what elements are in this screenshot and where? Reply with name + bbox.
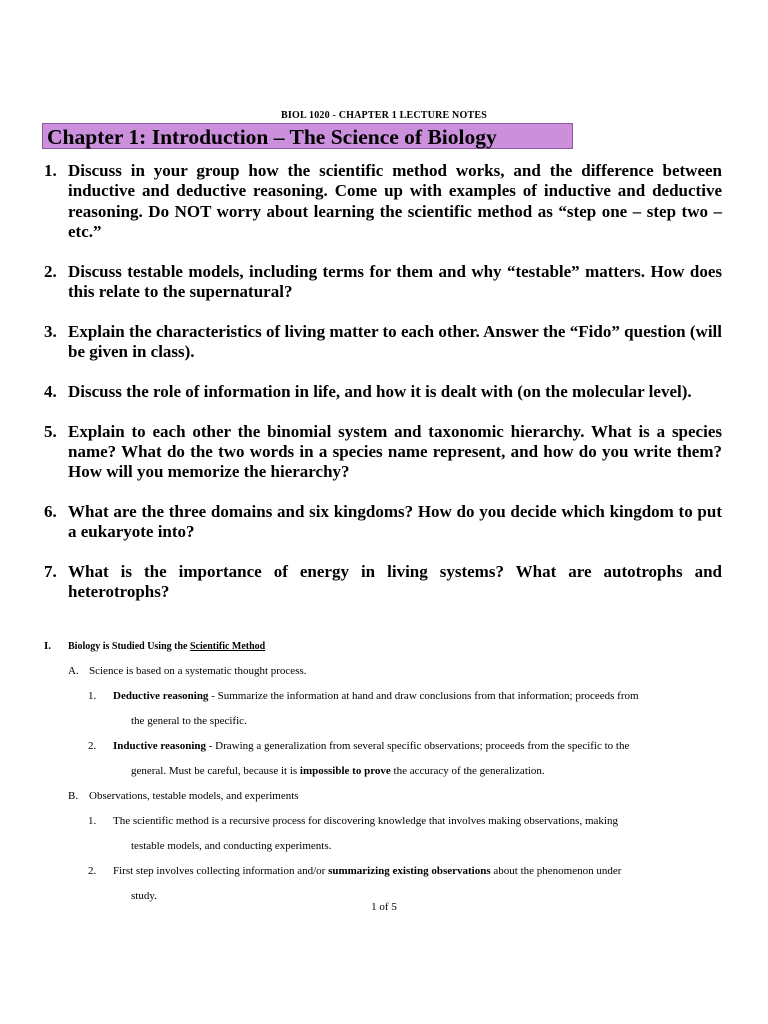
question-item [44,562,722,603]
question-item [44,382,722,402]
outline-item-text [113,865,621,877]
question-number: 2. [44,261,57,281]
emphasis-text: summarizing existing observations [328,865,491,877]
question-text: What are the three domains and six kingdoms? How do you decide which kingdom to put a eukaryote into? [68,502,722,542]
outline-item-text: Observations, testable models, and experiments [89,790,299,802]
outline-number: 1. [88,690,97,702]
definition-text: - Drawing a generalization from several specific observations; proceeds from the specific to the [206,740,630,752]
outline-item-text: Science is based on a systematic thought process. [89,665,307,677]
question-item [44,502,722,543]
question-number: 6. [44,502,57,522]
outline-continuation: the general to the specific. [131,715,247,727]
question-item [44,262,722,303]
document-header: BIOL 1020 - CHAPTER 1 LECTURE NOTES [281,110,487,121]
question-text: What is the importance of energy in living systems? What are autotrophs and heterotrophs? [68,562,722,602]
outline-section-text [68,641,265,652]
outline-item-a2 [44,734,724,759]
outline-item-a [44,659,724,684]
question-number: 3. [44,321,57,341]
continuation-post: the accuracy of the generalization. [390,765,545,777]
question-item [44,422,722,483]
question-text: Explain to each other the binomial system and taxonomic hierarchy. What is a species name? What do the two words in a species name represent, and how do you write them? How will you memorize the hierarchy? [68,421,722,482]
item-text-pre: First step involves collecting information and/or [113,865,329,877]
outline-letter: B. [68,790,79,802]
question-number: 1. [44,161,57,180]
page-number: 1 of 5 [371,901,397,913]
outline-number: 2. [88,865,97,877]
outline-number: 2. [88,740,97,752]
question-number: 7. [44,562,57,582]
outline-item-text [113,690,639,702]
continuation-pre: general. Must be careful, because it is [131,765,300,777]
outline-section-heading [44,634,724,659]
outline-number: 1. [88,815,97,827]
question-item [44,161,722,242]
question-text: Explain the characteristics of living matter to each other. Answer the “Fido” question (will be given in class). [68,321,722,362]
definition-text: - Summarize the information at hand and draw conclusions from that information; proceeds from [208,690,639,702]
item-text-post: about the phenomenon under [490,865,622,877]
outline-letter: A. [68,665,79,677]
section-text-underlined: Scientific Method [189,641,266,652]
outline-item-a1 [44,684,724,709]
outline-continuation: study. [131,890,157,902]
section-text-pre: Biology is Studied Using the [68,641,190,652]
outline-item-b [44,784,724,809]
question-text: Discuss in your group how the scientific method works, and the difference between inductive and deductive reasoning. Come up with examples of inductive and deductive reasoning. Do NOT worry about learning the scientific method as “step one – step two – etc.” [68,161,722,241]
question-text: Discuss testable models, including terms for them and why “testable” matters. How does this relate to the supernatural? [68,261,722,301]
term-inductive-reasoning: Inductive reasoning [113,740,207,752]
outline-item-b2 [44,859,724,884]
chapter-title: Chapter 1: Introduction – The Science of Biology [42,123,573,149]
outline-item-text: The scientific method is a recursive process for discovering knowledge that involves making observations, making [113,815,618,827]
discussion-questions [44,161,722,622]
lecture-outline [44,634,724,909]
outline-item-text [113,740,629,752]
question-number: 4. [44,381,57,401]
question-item [44,322,722,363]
outline-continuation: testable models, and conducting experiments. [131,840,332,852]
question-text: Discuss the role of information in life, and how it is dealt with (on the molecular level). [68,381,692,401]
emphasis-text: impossible to prove [299,765,391,777]
question-number: 5. [44,421,57,441]
outline-item-b1 [44,809,724,834]
outline-roman-numeral: I. [44,640,52,652]
term-deductive-reasoning: Deductive reasoning [113,690,209,702]
outline-continuation [44,759,724,784]
